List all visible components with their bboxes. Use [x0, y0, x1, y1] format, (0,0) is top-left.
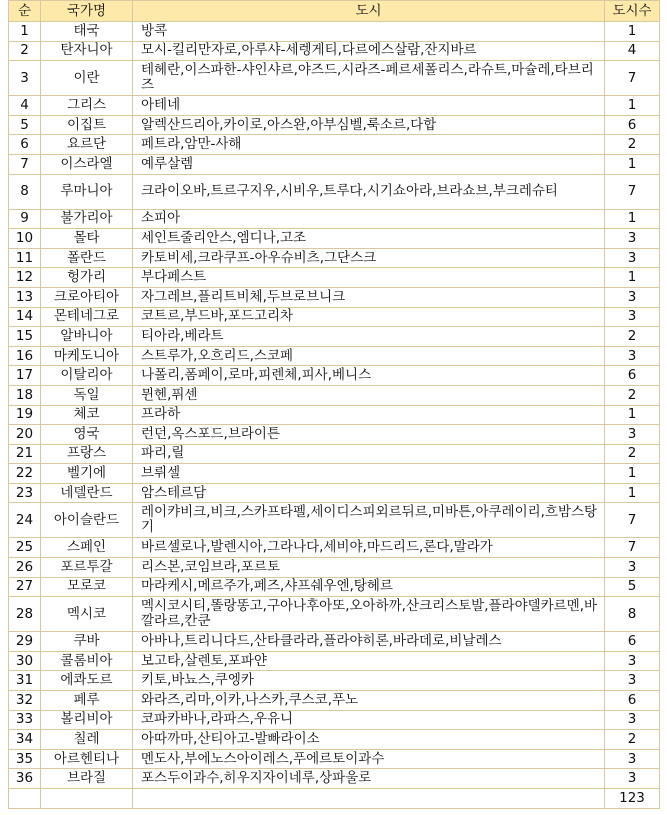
row-no[interactable]: 1 — [9, 22, 41, 42]
row-count[interactable]: 6 — [605, 115, 660, 135]
row-count[interactable]: 1 — [605, 483, 660, 503]
row-count[interactable]: 3 — [605, 307, 660, 327]
row-count[interactable]: 3 — [605, 651, 660, 671]
table-row — [9, 691, 660, 711]
table-row — [9, 710, 660, 730]
row-cities[interactable]: 자그레브,플리트비체,두브로브니크 — [133, 287, 605, 307]
row-no[interactable]: 14 — [9, 307, 41, 327]
table-row — [9, 558, 660, 578]
table-row — [9, 268, 660, 288]
table-row — [9, 287, 660, 307]
row-cities[interactable]: 포스두이과수,히우지자이네루,상파울로 — [133, 769, 605, 789]
header-count[interactable]: 도시수 — [605, 1, 660, 22]
row-no[interactable]: 7 — [9, 154, 41, 174]
row-cities[interactable]: 스트루가,오흐리드,스코페 — [133, 346, 605, 366]
row-cities[interactable]: 바르셀로나,발렌시아,그라나다,세비야,마드리드,론다,말라가 — [133, 538, 605, 558]
table-row — [9, 229, 660, 249]
row-cities[interactable]: 모시-킬리만자로,아루샤-세렝게티,다르에스살람,잔지바르 — [133, 41, 605, 61]
row-cities[interactable]: 브뤼셀 — [133, 464, 605, 484]
row-no[interactable]: 36 — [9, 769, 41, 789]
total-country-cell[interactable] — [41, 789, 133, 809]
row-count[interactable]: 6 — [605, 366, 660, 386]
row-cities[interactable]: 멕시코시티,똘랑똥고,구아나후아또,오아하까,산크리스토발,플라야델카르멘,바깔라르,칸쿤 — [133, 597, 605, 632]
table-row — [9, 174, 660, 209]
row-no[interactable]: 34 — [9, 730, 41, 750]
table-row — [9, 154, 660, 174]
row-count[interactable]: 1 — [605, 22, 660, 42]
row-no[interactable]: 27 — [9, 577, 41, 597]
row-cities[interactable]: 레이캬비크,비크,스카프타펠,세이디스피외르뒤르,미바튼,아쿠레이리,흐밤스탕기 — [133, 503, 605, 538]
row-cities[interactable]: 아바나,트리니다드,산타클라라,플라야히론,바라데로,비날레스 — [133, 632, 605, 652]
row-country[interactable]: 루마니아 — [41, 174, 133, 209]
row-no[interactable]: 13 — [9, 287, 41, 307]
total-no-cell[interactable] — [9, 789, 41, 809]
row-country[interactable]: 불가리아 — [41, 209, 133, 229]
table-row — [9, 651, 660, 671]
table-row — [9, 483, 660, 503]
row-country[interactable]: 브라질 — [41, 769, 133, 789]
city-table — [8, 0, 660, 809]
table-row — [9, 671, 660, 691]
row-cities[interactable]: 마라케시,메르주가,페즈,샤프쉐우엔,탕헤르 — [133, 577, 605, 597]
row-cities[interactable]: 코트르,부드바,포드고리차 — [133, 307, 605, 327]
row-country[interactable]: 에콰도르 — [41, 671, 133, 691]
row-country[interactable]: 스페인 — [41, 538, 133, 558]
row-country[interactable]: 모로코 — [41, 577, 133, 597]
row-cities[interactable]: 와라즈,리마,이카,나스카,쿠스코,푸노 — [133, 691, 605, 711]
table-row — [9, 41, 660, 61]
row-no[interactable]: 25 — [9, 538, 41, 558]
row-country[interactable]: 벨기에 — [41, 464, 133, 484]
row-no[interactable]: 20 — [9, 425, 41, 445]
row-country[interactable]: 아르헨티나 — [41, 749, 133, 769]
row-no[interactable]: 17 — [9, 366, 41, 386]
table-row — [9, 597, 660, 632]
row-country[interactable]: 태국 — [41, 22, 133, 42]
row-no[interactable]: 35 — [9, 749, 41, 769]
table-row — [9, 22, 660, 42]
row-country[interactable]: 몬테네그로 — [41, 307, 133, 327]
row-count[interactable]: 2 — [605, 327, 660, 347]
row-no[interactable]: 29 — [9, 632, 41, 652]
row-count[interactable]: 1 — [605, 209, 660, 229]
table-row — [9, 61, 660, 96]
table-row — [9, 96, 660, 116]
table-row — [9, 444, 660, 464]
row-count[interactable]: 3 — [605, 229, 660, 249]
row-count[interactable]: 1 — [605, 464, 660, 484]
row-country[interactable]: 아이슬란드 — [41, 503, 133, 538]
row-no[interactable]: 4 — [9, 96, 41, 116]
row-cities[interactable]: 코파카바나,라파스,우유니 — [133, 710, 605, 730]
row-country[interactable]: 볼리비아 — [41, 710, 133, 730]
row-cities[interactable]: 멘도사,부에노스아이레스,푸에르토이과수 — [133, 749, 605, 769]
table-row — [9, 385, 660, 405]
row-country[interactable]: 영국 — [41, 425, 133, 445]
row-count[interactable]: 3 — [605, 287, 660, 307]
row-no[interactable]: 23 — [9, 483, 41, 503]
total-cities-cell[interactable] — [133, 789, 605, 809]
row-country[interactable]: 마케도니아 — [41, 346, 133, 366]
row-country[interactable]: 독일 — [41, 385, 133, 405]
row-country[interactable]: 이란 — [41, 61, 133, 96]
row-no[interactable]: 19 — [9, 405, 41, 425]
row-cities[interactable]: 방콕 — [133, 22, 605, 42]
row-cities[interactable]: 부다페스트 — [133, 268, 605, 288]
table-row — [9, 577, 660, 597]
row-cities[interactable]: 세인트줄리안스,엠디나,고조 — [133, 229, 605, 249]
row-country[interactable]: 체코 — [41, 405, 133, 425]
header-cities[interactable]: 도시 — [133, 1, 605, 22]
row-no[interactable]: 33 — [9, 710, 41, 730]
row-cities[interactable]: 예루살렘 — [133, 154, 605, 174]
table-row — [9, 632, 660, 652]
row-country[interactable]: 쿠바 — [41, 632, 133, 652]
row-count[interactable]: 7 — [605, 61, 660, 96]
row-cities[interactable]: 소피아 — [133, 209, 605, 229]
row-count[interactable]: 2 — [605, 385, 660, 405]
row-no[interactable]: 30 — [9, 651, 41, 671]
city-table-sheet — [8, 0, 659, 809]
row-country[interactable]: 크로아티아 — [41, 287, 133, 307]
row-no[interactable]: 11 — [9, 248, 41, 268]
row-cities[interactable]: 보고타,살렌토,포파얀 — [133, 651, 605, 671]
row-cities[interactable]: 프라하 — [133, 405, 605, 425]
row-count[interactable]: 2 — [605, 135, 660, 155]
table-row — [9, 135, 660, 155]
row-count[interactable]: 8 — [605, 597, 660, 632]
row-no[interactable]: 2 — [9, 41, 41, 61]
table-row — [9, 769, 660, 789]
row-country[interactable]: 멕시코 — [41, 597, 133, 632]
table-row — [9, 503, 660, 538]
row-count[interactable]: 5 — [605, 577, 660, 597]
row-count[interactable]: 6 — [605, 632, 660, 652]
row-cities[interactable]: 런던,옥스포드,브라이튼 — [133, 425, 605, 445]
row-country[interactable]: 몰타 — [41, 229, 133, 249]
row-country[interactable]: 그리스 — [41, 96, 133, 116]
row-cities[interactable]: 크라이오바,트르구지우,시비우,트루다,시기쇼아라,브라쇼브,부크레슈티 — [133, 174, 605, 209]
row-no[interactable]: 15 — [9, 327, 41, 347]
row-no[interactable]: 5 — [9, 115, 41, 135]
row-no[interactable]: 32 — [9, 691, 41, 711]
row-no[interactable]: 31 — [9, 671, 41, 691]
row-count[interactable]: 3 — [605, 710, 660, 730]
row-count[interactable]: 7 — [605, 503, 660, 538]
row-cities[interactable]: 티아라,베라트 — [133, 327, 605, 347]
row-no[interactable]: 26 — [9, 558, 41, 578]
row-country[interactable]: 페루 — [41, 691, 133, 711]
row-count[interactable]: 1 — [605, 268, 660, 288]
total-row — [9, 789, 660, 809]
table-row — [9, 327, 660, 347]
row-cities[interactable]: 뮌헨,퓌센 — [133, 385, 605, 405]
row-no[interactable]: 8 — [9, 174, 41, 209]
row-count[interactable]: 3 — [605, 671, 660, 691]
row-count[interactable]: 1 — [605, 405, 660, 425]
row-country[interactable]: 탄자니아 — [41, 41, 133, 61]
table-row — [9, 248, 660, 268]
row-count[interactable]: 3 — [605, 749, 660, 769]
table-row — [9, 366, 660, 386]
row-country[interactable]: 이집트 — [41, 115, 133, 135]
row-no[interactable]: 28 — [9, 597, 41, 632]
table-row — [9, 538, 660, 558]
table-row — [9, 307, 660, 327]
row-count[interactable]: 2 — [605, 730, 660, 750]
row-count[interactable]: 4 — [605, 41, 660, 61]
row-cities[interactable]: 파리,릴 — [133, 444, 605, 464]
row-no[interactable]: 10 — [9, 229, 41, 249]
row-country[interactable]: 헝가리 — [41, 268, 133, 288]
row-cities[interactable]: 암스테르담 — [133, 483, 605, 503]
row-cities[interactable]: 알렉산드리아,카이로,아스완,아부심벨,룩소르,다합 — [133, 115, 605, 135]
row-count[interactable]: 1 — [605, 154, 660, 174]
row-no[interactable]: 6 — [9, 135, 41, 155]
row-cities[interactable]: 키토,바뇨스,쿠엥카 — [133, 671, 605, 691]
row-no[interactable]: 12 — [9, 268, 41, 288]
row-count[interactable]: 3 — [605, 346, 660, 366]
row-country[interactable]: 프랑스 — [41, 444, 133, 464]
table-row — [9, 115, 660, 135]
row-country[interactable]: 이탈리아 — [41, 366, 133, 386]
table-row — [9, 730, 660, 750]
row-count[interactable]: 2 — [605, 444, 660, 464]
table-row — [9, 405, 660, 425]
row-country[interactable]: 이스라엘 — [41, 154, 133, 174]
table-row — [9, 346, 660, 366]
total-count[interactable]: 123 — [605, 789, 660, 809]
table-row — [9, 749, 660, 769]
row-no[interactable]: 9 — [9, 209, 41, 229]
row-cities[interactable]: 나폴리,폼페이,로마,피렌체,피사,베니스 — [133, 366, 605, 386]
row-country[interactable]: 알바니아 — [41, 327, 133, 347]
table-row — [9, 425, 660, 445]
row-country[interactable]: 콜롬비아 — [41, 651, 133, 671]
table-row — [9, 209, 660, 229]
row-count[interactable]: 3 — [605, 248, 660, 268]
row-country[interactable]: 포르투갈 — [41, 558, 133, 578]
row-no[interactable]: 3 — [9, 61, 41, 96]
row-no[interactable]: 22 — [9, 464, 41, 484]
row-country[interactable]: 네델란드 — [41, 483, 133, 503]
row-no[interactable]: 21 — [9, 444, 41, 464]
header-row — [9, 1, 660, 22]
row-no[interactable]: 24 — [9, 503, 41, 538]
row-cities[interactable]: 리스본,코임브라,포르토 — [133, 558, 605, 578]
row-cities[interactable]: 테헤란,이스파한-샤인샤르,야즈드,시라즈-페르세폴리스,라슈트,마슐레,타브리즈 — [133, 61, 605, 96]
row-country[interactable]: 요르단 — [41, 135, 133, 155]
row-cities[interactable]: 페트라,암만-사해 — [133, 135, 605, 155]
row-count[interactable]: 6 — [605, 691, 660, 711]
row-cities[interactable]: 카토비세,크라쿠프-아우슈비츠,그단스크 — [133, 248, 605, 268]
row-no[interactable]: 18 — [9, 385, 41, 405]
header-country[interactable]: 국가명 — [41, 1, 133, 22]
row-count[interactable]: 1 — [605, 96, 660, 116]
row-count[interactable]: 7 — [605, 538, 660, 558]
header-no[interactable]: 순 — [9, 1, 41, 22]
row-country[interactable]: 칠레 — [41, 730, 133, 750]
row-count[interactable]: 7 — [605, 174, 660, 209]
row-cities[interactable]: 아따까마,산티아고-발빠라이소 — [133, 730, 605, 750]
row-no[interactable]: 16 — [9, 346, 41, 366]
row-count[interactable]: 3 — [605, 425, 660, 445]
row-count[interactable]: 3 — [605, 769, 660, 789]
row-cities[interactable]: 아테네 — [133, 96, 605, 116]
table-row — [9, 464, 660, 484]
row-count[interactable]: 3 — [605, 558, 660, 578]
row-country[interactable]: 폴란드 — [41, 248, 133, 268]
